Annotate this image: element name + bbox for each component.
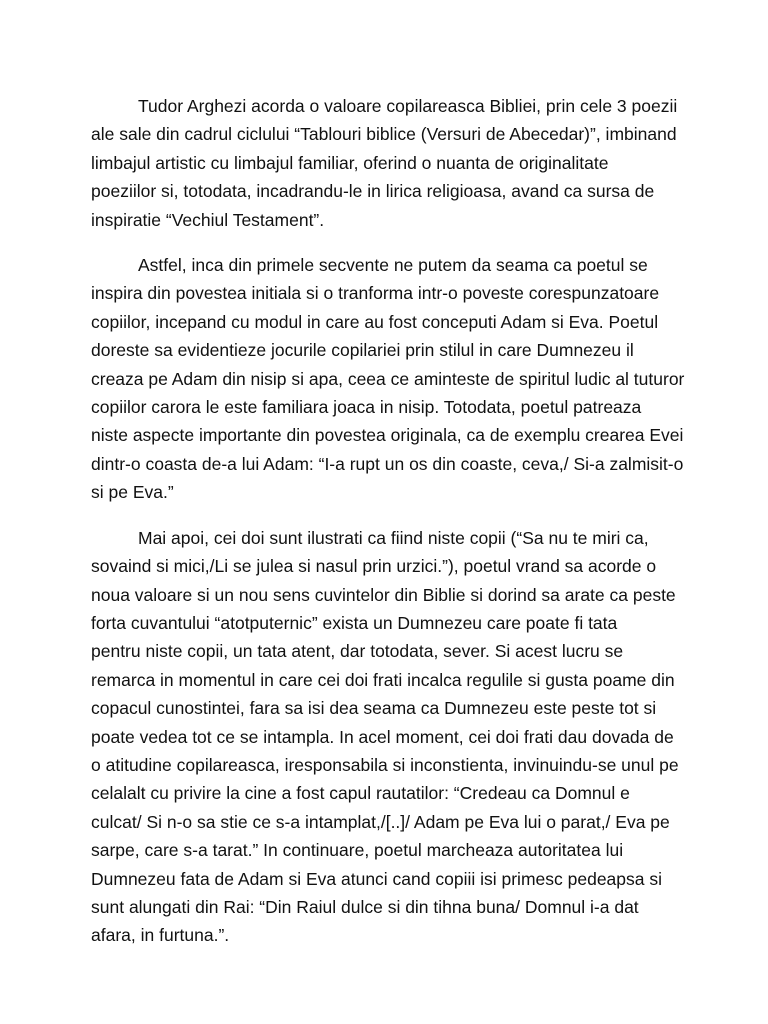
paragraph-line: niste aspecte importante din povestea originala, ca de exemplu crearea Evei <box>91 425 684 446</box>
paragraph-line: Dumnezeu fata de Adam si Eva atunci cand copiii isi primesc pedeapsa si <box>91 868 662 889</box>
paragraph-line: ale sale din cadrul ciclului “Tablouri biblice (Versuri de Abecedar)”, imbinand <box>91 124 677 145</box>
paragraph-line: si pe Eva.” <box>91 482 174 503</box>
document-page <box>91 92 691 967</box>
paragraph-2 <box>91 251 691 507</box>
paragraph-line: sovaind si mici,/Li se julea si nasul prin urzici.”), poetul vrand sa acorde o <box>91 556 657 577</box>
paragraph-line: dintr-o coasta de-a lui Adam: “I-a rupt un os din coaste, ceva,/ Si-a zalmisit-o <box>91 453 684 474</box>
paragraph-line: Tudor Arghezi acorda o valoare copilareasca Bibliei, prin cele 3 poezii <box>138 96 678 116</box>
paragraph-line: creaza pe Adam din nisip si apa, ceea ce aminteste de spiritul ludic al tuturor <box>91 368 685 389</box>
paragraph-line: copacul cunostintei, fara sa isi dea seama ca Dumnezeu este peste tot si <box>91 698 657 719</box>
paragraph-line: o atitudine copilareasca, iresponsabila si inconstienta, invinuindu-se unul pe <box>91 754 679 775</box>
paragraph-line: inspiratie “Vechiul Testament”. <box>91 209 325 230</box>
paragraph-line: limbajul artistic cu limbajul familiar, oferind o nuanta de originalitate <box>91 152 609 173</box>
paragraph-line: afara, in furtuna.”. <box>91 925 230 946</box>
paragraph-line: sarpe, care s-a tarat.” In continuare, poetul marcheaza autoritatea lui <box>91 840 624 861</box>
paragraph-line: Mai apoi, cei doi sunt ilustrati ca fiind niste copii (“Sa nu te miri ca, <box>138 527 649 548</box>
paragraph-line: copiilor carora le este familiara joaca in nisip. Totodata, poetul patreaza <box>91 397 642 418</box>
paragraph-line: sunt alungati din Rai: “Din Raiul dulce si din tihna buna/ Domnul i-a dat <box>91 896 639 917</box>
paragraph-line: noua valoare si un nou sens cuvintelor din Biblie si dorind sa arate ca peste <box>91 584 676 605</box>
paragraph-line: forta cuvantului “atotputernic” exista un Dumnezeu care poate fi tata <box>91 612 618 633</box>
paragraph-line: pentru niste copii, un tata atent, dar totodata, sever. Si acest lucru se <box>91 641 624 662</box>
paragraph-line: doreste sa evidentieze jocurile copilariei prin stilul in care Dumnezeu il <box>91 340 634 361</box>
paragraph-3 <box>91 524 691 950</box>
paragraph-line: copiilor, incepand cu modul in care au fost conceputi Adam si Eva. Poetul <box>91 311 659 332</box>
paragraph-line: poeziilor si, totodata, incadrandu-le in lirica religioasa, avand ca sursa de <box>91 181 655 202</box>
paragraph-line: poate vedea tot ce se intampla. In acel moment, cei doi frati dau dovada de <box>91 726 674 747</box>
paragraph-line: celalalt cu privire la cine a fost capul rautatilor: “Credeau ca Domnul e <box>91 783 630 804</box>
paragraph-line: culcat/ Si n-o sa stie ce s-a intamplat,/[..]/ Adam pe Eva lui o parat,/ Eva pe <box>91 811 670 832</box>
paragraph-1 <box>91 92 691 234</box>
paragraph-line: Astfel, inca din primele secvente ne putem da seama ca poetul se <box>138 255 648 276</box>
paragraph-line: remarca in momentul in care cei doi frati incalca regulile si gusta poame din <box>91 669 675 690</box>
paragraph-line: inspira din povestea initiala si o tranforma intr-o poveste corespunzatoare <box>91 283 660 304</box>
